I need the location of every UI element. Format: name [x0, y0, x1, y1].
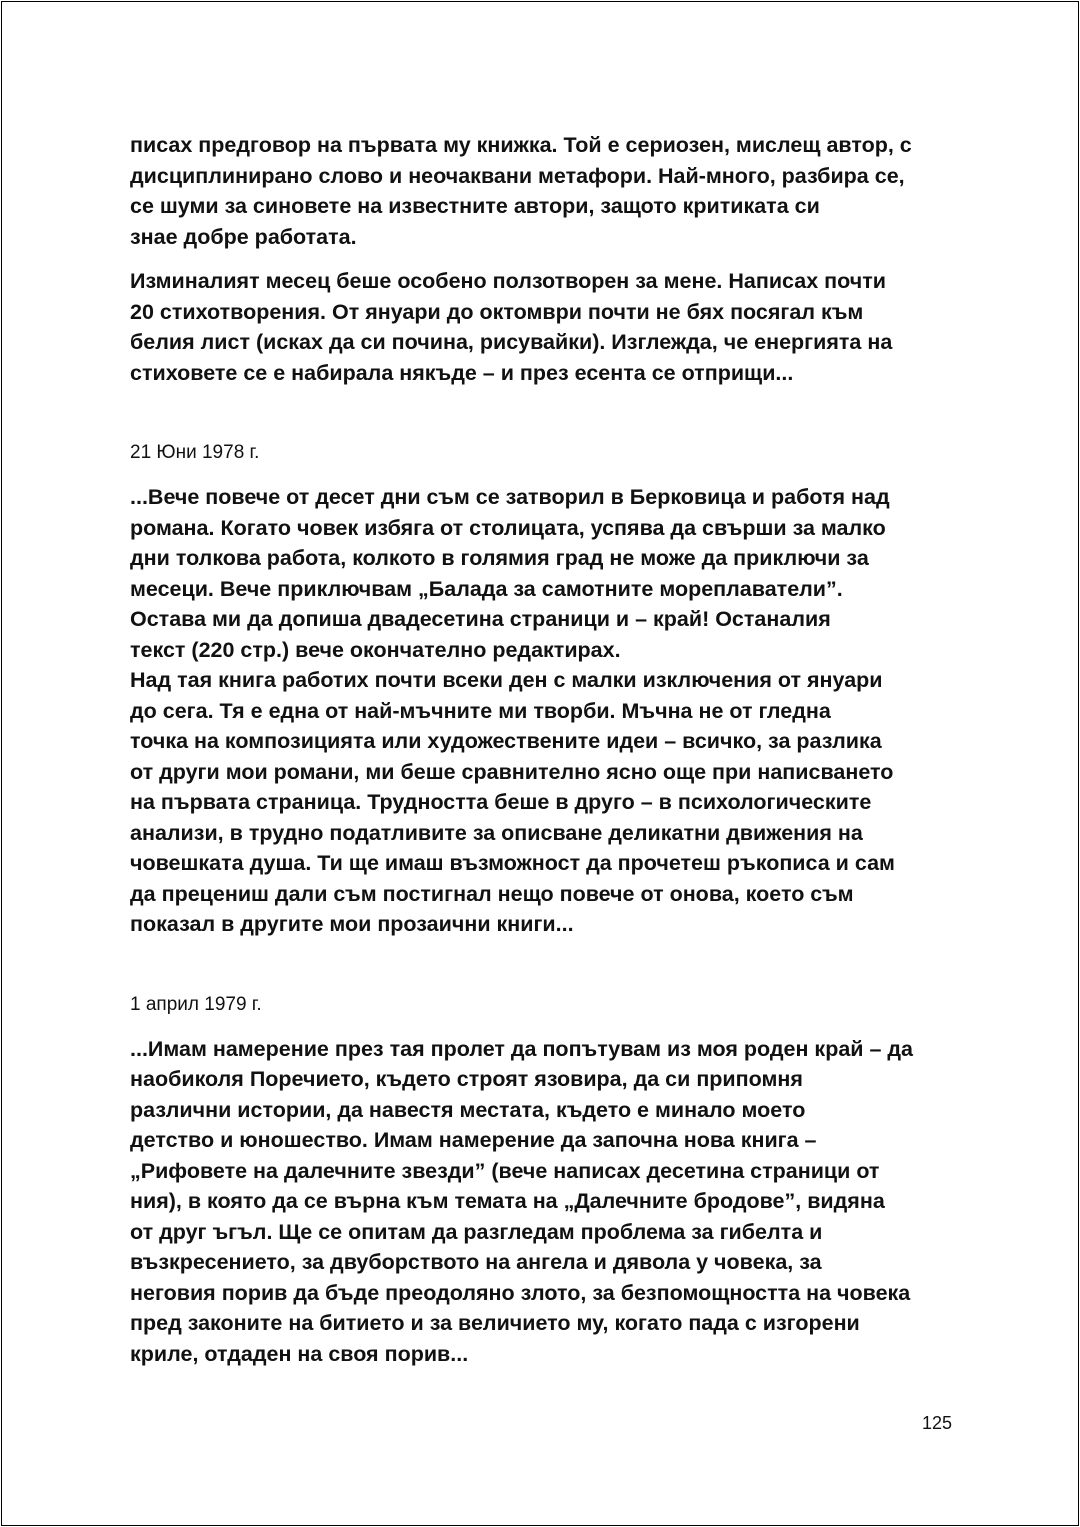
page-body — [130, 130, 960, 1369]
paragraph-continuation: писах предговор на първата му книжка. Той е сериозен, мислещ автор, с дисциплинирано слово и неочаквани метафори. Най-много, разбира се, се шуми за синовете на известните автори, защото критиката си знае добре работата. — [130, 133, 912, 249]
paragraph-month-summary: Изминалият месец беше особено ползотворен за мене. Написах почти 20 стихотворения. От януари до октомври почти не бях посягал към белия лист (исках да си почина, рисувайки). Изглежда, че енергията на стиховете се е набирала някъде – и през есента се отприщи... — [130, 269, 893, 385]
entry-text-1979: ...Имам намерение през тая пролет да попътувам из моя роден край – да наобиколя Поречието, където строят язовира, да си припомня различни истории, да навестя местата, където е минало моето детство и юношество. Имам намерение да започна нова книга – „Рифовете на далечните звезди” (вече написах десетина страници от ния), в която да се върна към темата на „Далечните бродове”, видяна от друг ъгъл. Ще се опитам да разгледам проблема за гибелта и възкресението, за двуборството на ангела и дявола у човека, за неговия порив да бъде преодоляно злото, за безпомощността на човека пред законите на битието и за величието му, когато пада с изгорени криле, отдаден на своя порив... — [130, 1036, 914, 1366]
entry-date-1979: 1 април 1979 г. — [130, 993, 262, 1015]
entry-text-1978: ...Вече повече от десет дни съм се затворил в Берковица и работя над романа. Когато човек избяга от столицата, успява да свърши за малко дни толкова работа, колкото в голямия град не може да приключи за месеци. Вече приключвам „Балада за самотните мореплаватели”. Остава ми да допиша двадесетина страници и – край! Останалия текст (220 стр.) вече окончателно редактирах. Над тая книга работих почти всеки ден с малки изключения от януари до сега. Тя е една от най-мъчните ми творби. Мъчна не от гледна точка на композицията или художествените идеи – всичко, за разлика от други мои романи, ми беше сравнително ясно още при написването на първата страница. Трудността беше в друго – в психологическите анализи, в трудно податливите за описване деликатни движения на човешката душа. Ти ще имаш възможност да прочетеш ръкописа и сам да прецениш дали съм постигнал нещо повече от онова, което съм показал в другите мои прозаични книги... — [130, 485, 895, 936]
page-number: 125 — [922, 1413, 953, 1433]
document-page — [1, 1, 1079, 1526]
entry-date-1978: 21 Юни 1978 г. — [130, 442, 260, 463]
